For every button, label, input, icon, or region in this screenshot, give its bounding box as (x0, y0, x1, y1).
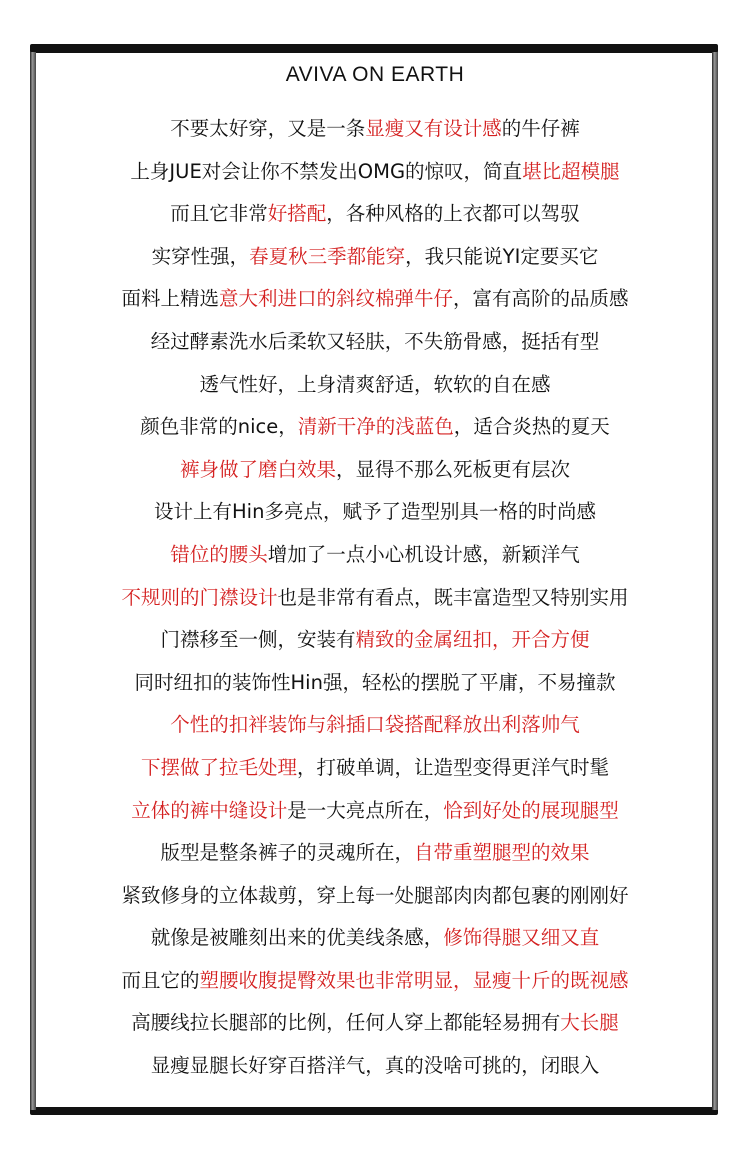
highlight-text: 错位的腰头 (170, 542, 268, 566)
body-text: 面料上精选 (121, 287, 219, 311)
text-line (0, 406, 750, 449)
body-text: 增加了一点小心机设计感，新颖洋气 (267, 542, 580, 566)
body-text: 是一大亮点所在， (287, 798, 444, 822)
text-line (0, 321, 750, 364)
scroll-top-rod (30, 44, 718, 53)
body-text: ，富有高阶的品质感 (453, 287, 629, 311)
body-text: 的牛仔裤 (501, 117, 580, 140)
text-line (0, 151, 750, 194)
text-line (0, 193, 750, 236)
text-line (0, 108, 750, 151)
highlight-text: 自带重塑腿型的效果 (414, 841, 590, 865)
body-text: ，打破单调，让造型变得更洋气时髦 (297, 755, 610, 779)
highlight-text: 下摆做了拉毛处理 (140, 755, 297, 779)
body-text: ，各种风格的上衣都可以驾驭 (326, 202, 580, 226)
highlight-text: 意大利进口的斜纹棉弹牛仔 (218, 287, 453, 311)
text-line (0, 491, 750, 534)
body-text: 透气性好，上身清爽舒适，软软的自在感 (199, 372, 551, 396)
highlight-text: 清新干净的浅蓝色 (297, 415, 454, 439)
highlight-text: 不规则的门襟设计 (121, 585, 278, 609)
text-line (0, 278, 750, 321)
highlight-text: 个性的扣袢装饰与斜插口袋搭配释放出利落帅气 (170, 713, 580, 737)
text-line (0, 1002, 750, 1045)
body-text: 不要太好穿，又是一条 (170, 117, 366, 140)
body-text: 而且它非常 (170, 202, 268, 226)
body-text: 经过酵素洗水后柔软又轻肤，不失筋骨感，挺括有型 (150, 329, 600, 353)
highlight-text: 春夏秋三季都能穿 (249, 244, 406, 268)
highlight-text: 立体的裤中缝设计 (131, 798, 288, 822)
highlight-text: 好搭配 (267, 202, 327, 226)
highlight-text: 精致的金属纽扣，开合方便 (355, 628, 590, 652)
body-text: 颜色非常的nice， (140, 415, 298, 439)
body-text: 而且它的 (121, 968, 200, 992)
text-line (0, 236, 750, 279)
body-text: ，显得不那么死板更有层次 (336, 457, 571, 481)
highlight-text: 恰到好处的展现腿型 (443, 798, 619, 822)
body-text: 设计上有Hin多亮点，赋予了造型别具一格的时尚感 (154, 500, 596, 524)
text-line (0, 534, 750, 577)
highlight-text: 大长腿 (560, 1011, 619, 1035)
text-line (0, 1045, 750, 1088)
description-text (0, 108, 750, 1088)
text-line (0, 917, 750, 960)
body-text: 实穿性强， (151, 244, 250, 268)
text-line (0, 449, 750, 492)
text-line (0, 790, 750, 833)
text-line (0, 832, 750, 875)
highlight-text: 裤身做了磨白效果 (179, 457, 336, 481)
text-line (0, 747, 750, 790)
highlight-text: 塑腰收腹提臀效果也非常明显，显瘦十斤的既视感 (199, 968, 629, 992)
body-text: 紧致修身的立体裁剪，穿上每一处腿部肉肉都包裹的刚刚好 (121, 883, 629, 907)
body-text: 门襟移至一侧，安装有 (160, 628, 356, 652)
scroll-bottom-rod (30, 1107, 718, 1115)
body-text: 同时纽扣的装饰性Hin强，轻松的摆脱了平庸，不易撞款 (134, 670, 616, 694)
body-text: 高腰线拉长腿部的比例，任何人穿上都能轻易拥有 (131, 1011, 561, 1035)
text-line (0, 577, 750, 620)
highlight-text: 显瘦又有设计感 (365, 117, 502, 140)
text-line (0, 364, 750, 407)
body-text: ，我只能说YI定要买它 (405, 244, 599, 268)
text-line (0, 875, 750, 918)
body-text: ，适合炎热的夏天 (453, 415, 610, 439)
body-text: 显瘦显腿长好穿百搭洋气，真的没啥可挑的，闭眼入 (150, 1054, 600, 1078)
body-text: 版型是整条裤子的灵魂所在， (160, 841, 414, 865)
text-line (0, 619, 750, 662)
highlight-text: 堪比超模腿 (522, 159, 620, 183)
text-line (0, 960, 750, 1003)
text-line (0, 704, 750, 747)
body-text: 就像是被雕刻出来的优美线条感， (150, 926, 444, 950)
body-text: 也是非常有看点，既丰富造型又特别实用 (277, 585, 629, 609)
highlight-text: 修饰得腿又细又直 (443, 926, 600, 950)
text-line (0, 662, 750, 705)
page-title: AVIVA ON EARTH (285, 63, 465, 86)
body-text: 上身JUE对会让你不禁发出OMG的惊叹，简直 (130, 159, 523, 183)
